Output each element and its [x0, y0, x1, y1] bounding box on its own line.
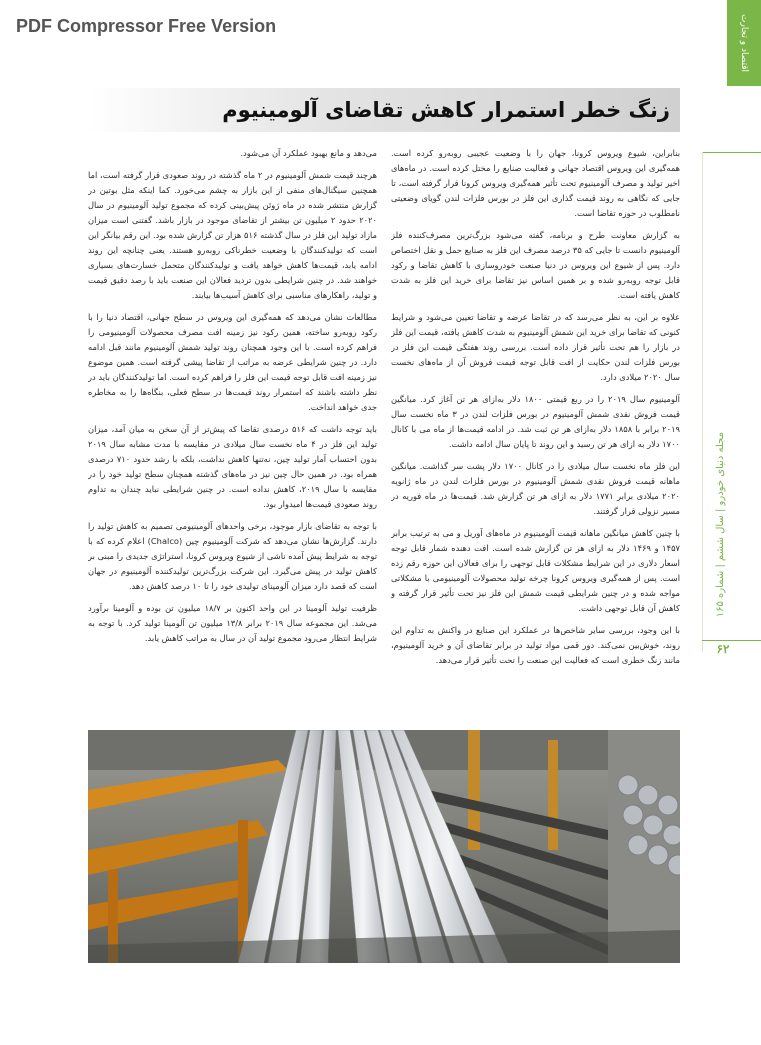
side-issue-info: [710, 420, 730, 630]
paragraph: با این وجود، بررسی سایر شاخص‌ها در عملکرد این صنایع در واکنش به تداوم این روند، خوش‌بین نمی‌کند. دور قمی مواد تولید در برابر تقاضای آن و خرید آلومینیوم، مانند زنگ خطری است که فعالیت این صنعت را تحت تأثیر قرار می‌دهد.: [391, 625, 680, 665]
side-rule-top: [702, 152, 761, 153]
side-vertical-rule: [702, 152, 703, 652]
section-tab: [727, 0, 761, 86]
page-number: ۶۲: [716, 642, 730, 656]
paragraph: آلومینیوم سال ۲۰۱۹ را در ربع قیمتی ۱۸۰۰ دلار به‌ازای هر تن آغاز کرد. میانگین قیمت فروش نقدی شمش آلومینیوم در بورس فلزات لندن در ۳ ماه نخست سال ۲۰۱۹ برابر با ۱۸۵۸ دلار به‌ازای هر تن ثبت شد. در ادامه قیمت‌ها از ماه می با کانال ۱۷۰۰ دلار به ازای هر تن رسید و این روند تا پایان سال ادامه داشت.: [391, 394, 680, 449]
issue-info-text: مجله دنیای خودرو | سال ششم | شماره ۱۶۵: [714, 432, 726, 618]
paragraph: بنابراین، شیوع ویروس کرونا، جهان را با وضعیت عجیبی روبه‌رو کرده است. همه‌گیری این ویروس اقتصاد جهانی و فعالیت صنایع را مختل کرده است. در ماه‌های اخیر تولید و مصرف آلومینیوم تحت تأثیر همه‌گیری ویروس کرونا قرار گرفته است، تا جایی که نگاهی به روند قیمت گذاری این فلز در بورس فلزات لندن گویای وضعیتی نامطلوب در حوزه تقاضا است.: [391, 148, 680, 218]
left-column: [88, 146, 377, 720]
article-body: [88, 146, 680, 720]
article-title-bar: [88, 88, 680, 132]
right-column: [391, 146, 680, 720]
pdf-watermark: PDF Compressor Free Version: [16, 16, 277, 36]
paragraph: ظرفیت تولید آلومینا در این واحد اکنون بر ۱۸/۷ میلیون تن بوده و آلومینا برآورد می‌شد. این مجموعه سال ۲۰۱۹ برابر ۱۳/۸ میلیون تن آلومینا تولید کرد. با توجه به شرایط انتظار می‌رود مجموع تولید آن در سال به مراتب کاهش یابد.: [88, 603, 377, 643]
paragraph: باید توجه داشت که ۵۱۶ درصدی تقاضا که پیش‌تر از آن سخن به میان آمد، میزان تولید این فلز در ۴ ماه نخست سال میلادی در مقایسه با مدت مشابه سال ۲۰۱۹ بدون احتساب آمار تولید چین، نه‌تنها کاهش نداشت، بلکه با رشد حدود ۷۱۰ درصدی همراه بود. در همین حال چین نیز در ماه‌های گذشته همچنان سطح تولید خود را در مقایسه با سال ۲۰۱۹، کاهش نداده است. در چنین شرایطی نباید چندان به تداوم روند صعودی قیمت‌ها امیدوار بود.: [88, 424, 377, 509]
paragraph: به گزارش معاونت طرح و برنامه، گفته می‌شود بزرگ‌ترین مصرف‌کننده فلز آلومینیوم دانست تا جایی که ۳۵ درصد مصرف این فلز به صنایع حمل و نقل اختصاص دارد. پس از شیوع این ویروس در دنیا صنعت خودروسازی با کاهش تقاضا و رکود قابل توجه روبه‌رو شده و بر همین اساس نیز تقاضا برای خرید این فلز به شدت کاهش یافته است.: [391, 230, 680, 300]
paragraph: با چنین کاهش میانگین ماهانه قیمت آلومینیوم در ماه‌های آوریل و می به ترتیب برابر ۱۴۵۷ و ۱۴۶۹ دلار به ازای هر تن گزارش شده است. افت دهنده شمار قابل توجه اسعار دلاری در این شرایط مشکلات قابل توجهی را برای فعالان این حوزه رقم زده است. پس از همه‌گیری ویروس کرونا چرخه تولید محصولات آلومینیومی با مشکلاتی مواجه شده و در چنین شرایطی قیمت شمش این فلز نیز تحت تأثیر قرار گرفته و کاهش آن قابل توجهی داشت.: [391, 528, 680, 613]
article-title: زنگ خطر استمرار کاهش تقاضای آلومینیوم: [222, 98, 670, 122]
paragraph: با توجه به تقاضای بازار موجود، برخی واحدهای آلومینیومی تصمیم به کاهش تولید را دارند. گزارش‌ها نشان می‌دهد که شرکت آلومینیوم چین (Chalco) اعلام کرده که با توجه به شرایط پیش آمده ناشی از شیوع ویروس کرونا، استراتژی جدیدی را مبنی بر کاهش تولید در پیش می‌گیرد. این شرکت بزرگ‌ترین تولیدکننده آلومینیوم در جهان است که قصد دارد میزان آلومینای تولیدی خود را تا ۱۰ درصد کاهش دهد.: [88, 521, 377, 591]
paragraph: هرچند قیمت شمش آلومینیوم در ۲ ماه گذشته در روند صعودی قرار گرفته است، اما همچنین سیگنال‌های منفی از این بازار به چشم می‌خورد. کما اینکه مثل بوتین در گزارش منتشر شده در ماه ژوئن پیش‌بینی کرده که مجموع تولید آلومینیوم در سال ۲۰۲۰ حدود ۲ میلیون تن بیشتر از تقاضای موجود در بازار باشد. گفتنی است میزان مازاد تولید این فلز در سال گذشته ۵۱۶ هزار تن گزارش شده بود. این رقم بیانگر این است که تولیدکنندگان با وضعیت خطرناکی روبه‌رو هستند. یعنی چنانچه این روند ادامه یابد، قیمت‌ها کاهش خواهد یافت و تولیدکنندگان متحمل خسارت‌های بسیاری خواهند شد. در چنین شرایطی بدون تردید فعالان این صنعت باید با رصد دقیق قیمت و تولید، راهکارهای مناسبی برای کاهش آسیب‌ها بیابند.: [88, 170, 377, 300]
paragraph: این فلز ماه نخست سال میلادی را در کانال ۱۷۰۰ دلار پشت سر گذاشت. میانگین ماهانه قیمت فروش نقدی شمش آلومینیوم در بورس فلزات لندن در ماه ژانویه ۲۰۲۰ میلادی برابر ۱۷۷۱ دلار به ازای هر تن گزارش شد. قیمت‌ها در ماه فوریه در مسیر نزولی قرار گرفتند.: [391, 461, 680, 516]
paragraph: می‌دهد و مانع بهبود عملکرد آن می‌شود.: [240, 148, 377, 158]
aluminum-factory-photo: [88, 730, 680, 963]
paragraph: علاوه بر این، به نظر می‌رسد که در تقاضا عرضه و تقاضا تعیین می‌شود و شرایط کنونی که تقاضا برای خرید این شمش آلومینیوم به شدت کاهش یافته، قیمت این فلز در بازار را هم تحت تأثیر قرار داده است. بررسی روند هفتگی قیمت این فلز در بورس فلزات لندن حکایت از افت قابل توجه قیمت فروش آن از ماه‌های نخست سال ۲۰۲۰ میلادی دارد.: [391, 312, 680, 382]
factory-photo-illustration: [88, 730, 680, 963]
paragraph: مطالعات نشان می‌دهد که همه‌گیری این ویروس در سطح جهانی، اقتصاد دنیا را با رکود روبه‌رو ساخته، همین رکود نیز زمینه افت مصرف محصولات آلومینیومی را فراهم کرده است. با این وجود همچنان روند تولید شمش آلومینیوم مانند قبل ادامه دارد. در چنین شرایطی عرضه به مراتب از تقاضا پیشی گرفته است. همین موضوع نیز زمینه افت قابل توجه قیمت این فلز را فراهم کرده است. اما تولیدکنندگان باید در نظر داشته باشند که استمرار روند قیمت‌ها در سطح فعلی، بنگاه‌ها را به مخاطره جدی خواهد انداخت.: [88, 312, 377, 412]
section-tab-label: اقتصاد و تجارت: [739, 13, 749, 73]
side-rule-bottom: [702, 640, 761, 641]
